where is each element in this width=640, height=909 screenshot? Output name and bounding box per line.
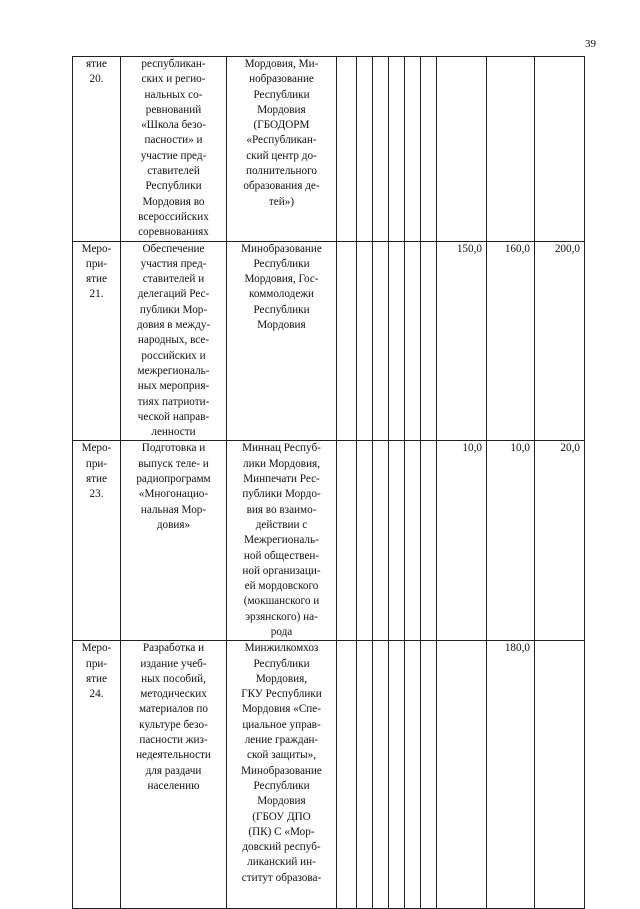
year-value-cell: 160,0: [487, 241, 535, 441]
measure-name-cell: Обеспечение участия пред- ставителей и делегаций Рес- публики Мор- довия в между- народных, все- российских и межрегиональ- ных мероприя- тиях патриоти- ческой направ- ленности: [121, 241, 227, 441]
year-value-cell: [405, 441, 421, 641]
page-number: 39: [585, 38, 596, 50]
year-value-cell: [405, 57, 421, 242]
year-value-cell: 20,0: [535, 441, 585, 641]
measure-number-cell: ятие 20.: [73, 57, 121, 242]
year-value-cell: [389, 641, 405, 909]
year-value-cell: 10,0: [487, 441, 535, 641]
year-value-cell: [405, 641, 421, 909]
table-row: [73, 441, 585, 641]
year-value-cell: [373, 241, 389, 441]
year-value-cell: [405, 241, 421, 441]
measure-name-cell: Разработка и издание учеб- ных пособий, методических материалов по культуре безо- пасности жиз- недеятельности для раздачи населению: [121, 641, 227, 909]
year-value-cell: [535, 641, 585, 909]
executor-cell: Миннац Респуб- лики Мордовия, Минпечати Рес- публики Мордо- вия во взаимо- действии с Межрегиональ- ной обществен- ной организаци- ей мордовского (мокшанского и эрзянского) на- рода: [227, 441, 337, 641]
year-value-cell: 200,0: [535, 241, 585, 441]
year-value-cell: [357, 641, 373, 909]
year-value-cell: 150,0: [437, 241, 487, 441]
year-value-cell: [373, 641, 389, 909]
measure-name-cell: республикан- ских и регио- нальных со- ревнований «Школа безо- пасности» и участие пред- ставителей Республики Мордовия во всероссийских соревнованиях: [121, 57, 227, 242]
year-value-cell: [389, 441, 405, 641]
year-value-cell: [373, 57, 389, 242]
year-value-cell: [357, 441, 373, 641]
year-value-cell: [437, 57, 487, 242]
year-value-cell: [337, 641, 357, 909]
measure-number-cell: Меро- при- ятие 21.: [73, 241, 121, 441]
year-value-cell: 10,0: [437, 441, 487, 641]
year-value-cell: [373, 441, 389, 641]
program-table: [72, 56, 584, 894]
year-value-cell: [437, 641, 487, 909]
year-value-cell: [357, 241, 373, 441]
year-value-cell: [389, 57, 405, 242]
year-value-cell: [337, 57, 357, 242]
year-value-cell: [421, 241, 437, 441]
year-value-cell: [389, 241, 405, 441]
year-value-cell: 180,0: [487, 641, 535, 909]
year-value-cell: [337, 241, 357, 441]
year-value-cell: [535, 57, 585, 242]
measures-table: [72, 56, 585, 909]
year-value-cell: [421, 641, 437, 909]
table-row: [73, 241, 585, 441]
table-row: [73, 57, 585, 242]
year-value-cell: [357, 57, 373, 242]
year-value-cell: [421, 441, 437, 641]
measure-number-cell: Меро- при- ятие 23.: [73, 441, 121, 641]
measure-number-cell: Меро- при- ятие 24.: [73, 641, 121, 909]
executor-cell: Минжилкомхоз Республики Мордовия, ГКУ Республики Мордовия «Спе- циальное управ- ление граждан- ской защиты», Минобразование Республики Мордовия (ГБОУ ДПО (ПК) С «Мор- довский респуб- ликанский ин- ститут образова-: [227, 641, 337, 909]
year-value-cell: [421, 57, 437, 242]
measure-name-cell: Подготовка и выпуск теле- и радиопрограмм «Многонацио- нальная Мор- довия»: [121, 441, 227, 641]
executor-cell: Минобразование Республики Мордовия, Гос- коммолодежи Республики Мордовия: [227, 241, 337, 441]
table-row: [73, 641, 585, 909]
year-value-cell: [337, 441, 357, 641]
executor-cell: Мордовия, Ми- нобразование Республики Мордовия (ГБОДОРМ «Республикан- ский центр до- полнительного образования де- тей»): [227, 57, 337, 242]
year-value-cell: [487, 57, 535, 242]
